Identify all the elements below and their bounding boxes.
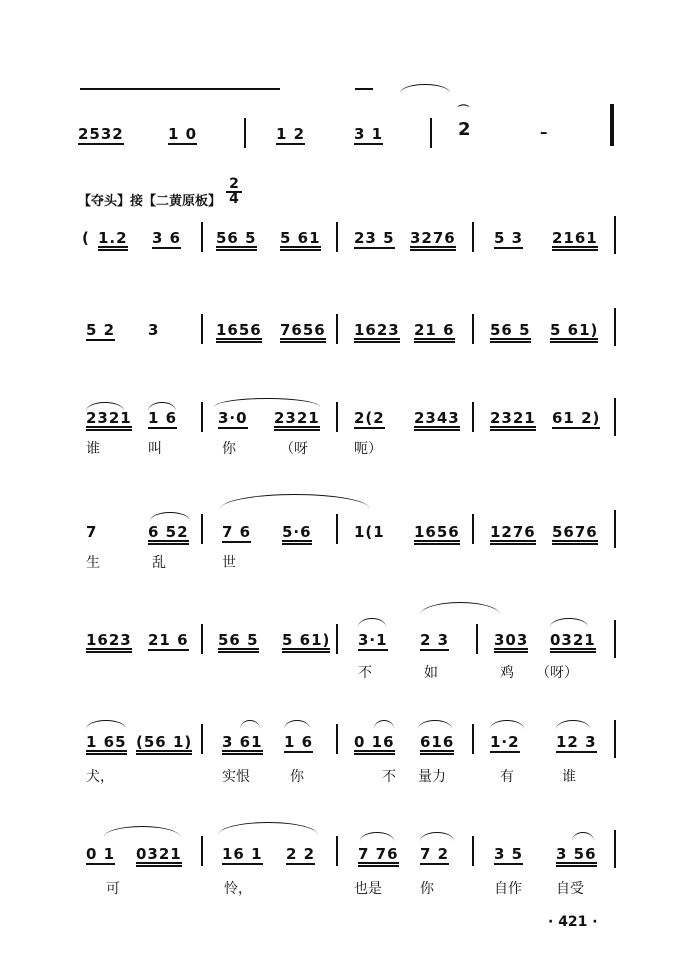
note-group: 5 61 (280, 230, 321, 251)
slur-arc (374, 720, 394, 729)
note-group: 7 76 (358, 846, 399, 867)
barline (244, 118, 246, 148)
lyric: 不 (358, 665, 372, 681)
note-group: 1(1 (354, 523, 385, 541)
barline (336, 314, 338, 344)
section-label: 【夺头】接【二黄原板】 (78, 194, 222, 209)
lyric: 有 (500, 769, 514, 785)
note-group: 5 61) (282, 632, 330, 653)
barline (201, 314, 203, 344)
barline (476, 624, 478, 654)
lyric: （呀） (536, 665, 578, 681)
note-group: 56 5 (490, 322, 531, 343)
note-group: 3·0 (218, 409, 248, 427)
note-group: – (540, 123, 549, 141)
note-group: 1623 (86, 632, 132, 653)
slur-arc (420, 602, 500, 615)
note-group: 5676 (552, 524, 598, 545)
note-group: 7 (86, 523, 98, 541)
note-group: 3276 (410, 230, 456, 251)
double-barline (610, 104, 614, 146)
lyric: 可 (106, 881, 120, 897)
note-group: 5 2 (86, 321, 116, 339)
lyric: 谁 (86, 441, 100, 457)
lyric: 生 (86, 555, 100, 571)
note-group: 2321 (86, 410, 132, 431)
note-group: 5 3 (494, 229, 524, 247)
barline (614, 620, 616, 658)
slur-arc (218, 822, 318, 835)
extension-line (80, 88, 280, 90)
slur-arc (556, 720, 590, 729)
barline (614, 830, 616, 868)
note-group: 1 0 (168, 125, 198, 143)
note-group: 3 (148, 321, 160, 339)
barline (614, 398, 616, 436)
lyric: 也是 (354, 881, 382, 897)
barline (472, 222, 474, 252)
slur-arc (284, 720, 310, 729)
barline (336, 222, 338, 252)
lyric: 世 (222, 555, 236, 571)
lyric: （呀 (280, 441, 308, 457)
barline (472, 314, 474, 344)
barline (201, 624, 203, 654)
note-group: 1656 (216, 322, 262, 343)
note-group: 21 6 (414, 322, 455, 343)
note-group: 2 (458, 119, 472, 140)
note-group: 3·1 (358, 631, 388, 649)
barline (472, 514, 474, 544)
barline (430, 118, 432, 148)
page-number: · 421 · (548, 914, 598, 930)
barline (336, 514, 338, 544)
note-group: 23 5 (354, 229, 395, 247)
note-group: 7656 (280, 322, 326, 343)
lyric: 量力 (418, 769, 446, 785)
note-group: 1 6 (148, 409, 178, 427)
lyric: 鸡 (500, 665, 514, 681)
fermata-mark: ⌒ (458, 104, 469, 117)
note-group: 616 (420, 734, 454, 755)
note-group: (56 1) (136, 734, 192, 755)
barline (336, 402, 338, 432)
note-group: 1 6 (284, 733, 314, 751)
slur-arc (418, 720, 452, 729)
note-group: 0321 (136, 846, 182, 867)
lyric: 如 (424, 665, 438, 681)
barline (201, 222, 203, 252)
slur-arc (240, 720, 260, 729)
note-group: 56 5 (216, 230, 257, 251)
slur-arc (490, 720, 524, 729)
lyric: 犬， (86, 769, 114, 785)
note-group: 1 65 (86, 734, 127, 755)
note-group: 3 56 (556, 846, 597, 867)
barline (472, 724, 474, 754)
note-group: 2 3 (420, 631, 450, 649)
slur-arc (550, 618, 588, 627)
slur-arc (220, 494, 370, 509)
lyric: 实恨 (222, 769, 250, 785)
barline (614, 510, 616, 548)
lyric: 你 (290, 769, 304, 785)
barline (614, 308, 616, 346)
slur-arc (572, 832, 594, 841)
lyric: 自受 (556, 881, 584, 897)
note-group: 0 16 (354, 734, 395, 755)
lyric: 怜， (224, 881, 252, 897)
note-group: 2 2 (286, 845, 316, 863)
note-group: 303 (494, 632, 528, 653)
note-group: 5·6 (282, 524, 312, 545)
lyric: 乱 (152, 555, 166, 571)
note-group: 3 5 (494, 845, 524, 863)
time-signature-top: 2 (226, 178, 242, 193)
note-group: 21 6 (148, 631, 189, 649)
lyric: 你 (222, 441, 236, 457)
barline (201, 402, 203, 432)
lyric: 谁 (562, 769, 576, 785)
note-group: 2532 (78, 125, 124, 143)
note-group: 2321 (274, 410, 320, 431)
note-group: 3 6 (152, 229, 182, 247)
slur-arc (400, 84, 450, 93)
extension-line (355, 88, 373, 90)
note-group: 1656 (414, 524, 460, 545)
barline (336, 836, 338, 866)
barline (201, 514, 203, 544)
barline (614, 216, 616, 254)
note-group: 1.2 (98, 230, 128, 251)
barline (614, 720, 616, 758)
note-group: 6 52 (148, 524, 189, 545)
note-group: 1623 (354, 322, 400, 343)
time-signature (226, 178, 242, 206)
note-group: ( (82, 229, 90, 247)
barline (201, 836, 203, 866)
slur-arc (360, 832, 394, 841)
slur-arc (358, 618, 386, 627)
lyric: 你 (420, 881, 434, 897)
note-group: 7 2 (420, 845, 450, 863)
note-group: 2(2 (354, 409, 385, 427)
barline (201, 724, 203, 754)
note-group: 1·2 (490, 733, 520, 751)
lyric: 自作 (494, 881, 522, 897)
note-group: 2161 (552, 230, 598, 251)
note-group: 2343 (414, 410, 460, 431)
note-group: 2321 (490, 410, 536, 431)
barline (336, 724, 338, 754)
note-group: 56 5 (218, 632, 259, 653)
slur-arc (420, 832, 454, 841)
lyric: 呃） (354, 441, 382, 457)
note-group: 1276 (490, 524, 536, 545)
slur-arc (86, 720, 126, 729)
barline (472, 402, 474, 432)
note-group: 16 1 (222, 845, 263, 863)
note-group: 7 6 (222, 523, 252, 541)
slur-arc (104, 826, 180, 837)
barline (336, 624, 338, 654)
note-group: 61 2) (552, 409, 601, 427)
time-signature-bottom: 4 (229, 191, 239, 207)
note-group: 1 2 (276, 125, 306, 143)
note-group: 3 1 (354, 125, 384, 143)
note-group: 3 61 (222, 734, 263, 755)
note-group: 0 1 (86, 845, 116, 863)
note-group: 12 3 (556, 733, 597, 751)
slur-arc (150, 512, 190, 521)
lyric: 叫 (148, 441, 162, 457)
lyric: 不 (382, 769, 396, 785)
slur-arc (214, 398, 320, 407)
note-group: 0321 (550, 632, 596, 653)
note-group: 5 61) (550, 322, 598, 343)
barline (472, 836, 474, 866)
